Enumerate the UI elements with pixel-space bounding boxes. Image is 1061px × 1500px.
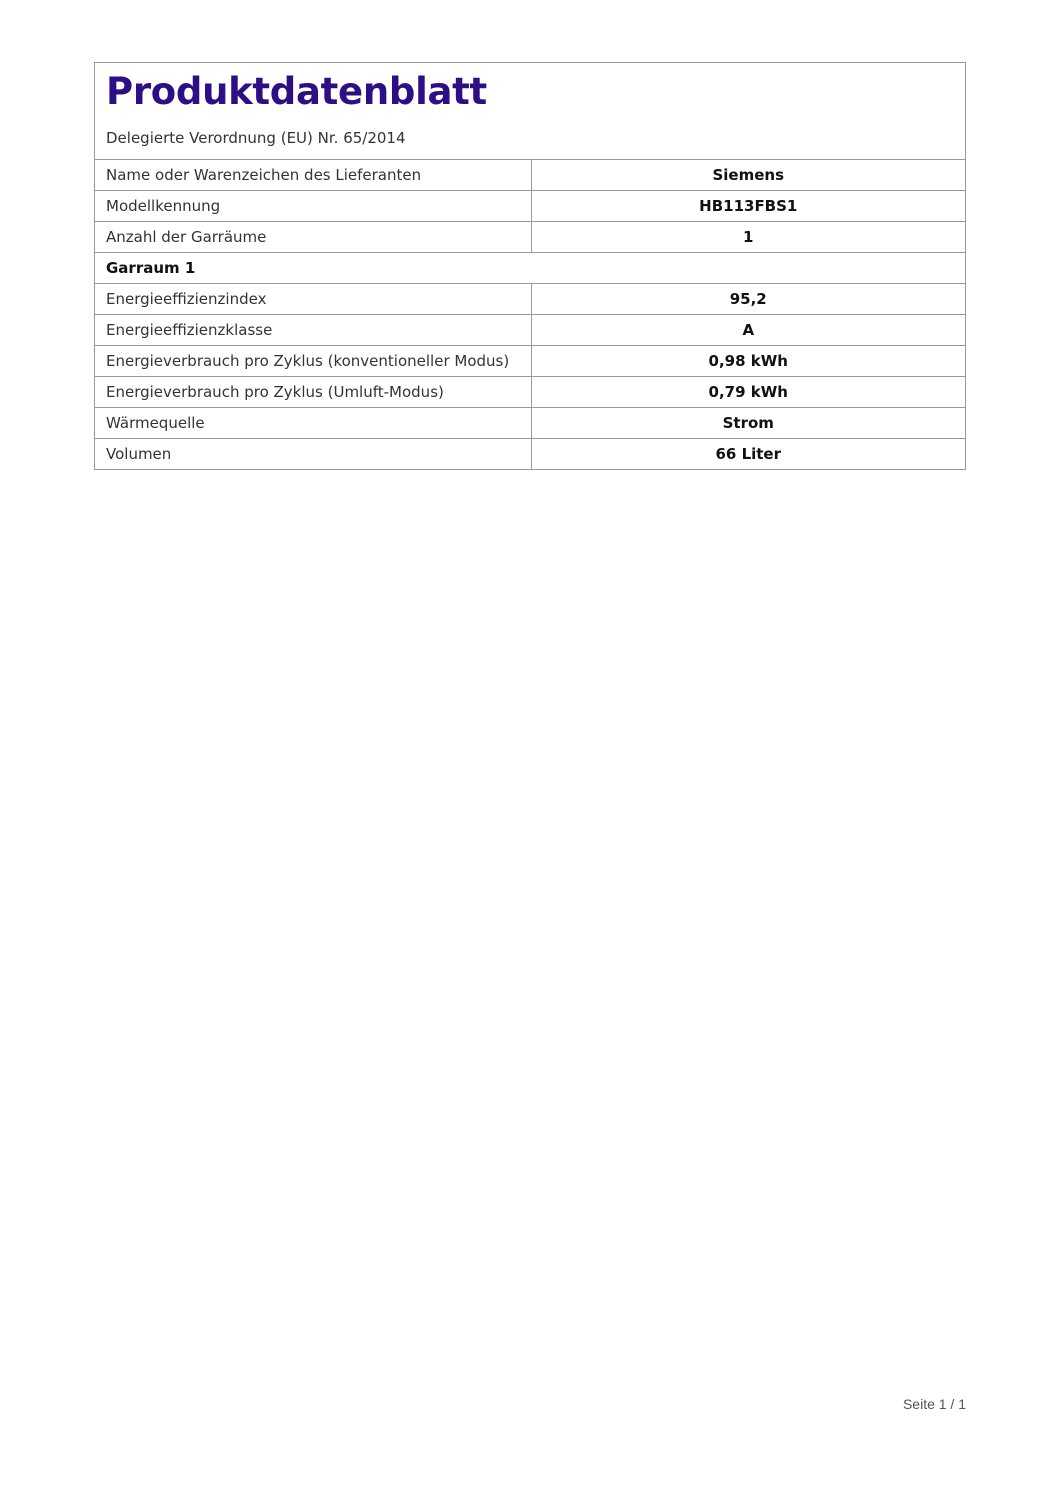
table-row xyxy=(95,408,965,439)
row-label: Wärmequelle xyxy=(95,408,531,439)
row-value: 0,79 kWh xyxy=(531,377,965,408)
row-value: 0,98 kWh xyxy=(531,346,965,377)
sheet-header xyxy=(95,63,965,160)
row-label: Volumen xyxy=(95,439,531,470)
row-value: HB113FBS1 xyxy=(531,191,965,222)
table-row xyxy=(95,222,965,253)
product-data-table xyxy=(95,160,965,469)
row-label: Energieeffizienzklasse xyxy=(95,315,531,346)
row-label: Energieverbrauch pro Zyklus (konventioneller Modus) xyxy=(95,346,531,377)
section-row xyxy=(95,253,965,284)
row-label: Modellkennung xyxy=(95,191,531,222)
table-row xyxy=(95,439,965,470)
table-row xyxy=(95,346,965,377)
regulation-subtitle: Delegierte Verordnung (EU) Nr. 65/2014 xyxy=(106,129,406,147)
row-value: Strom xyxy=(531,408,965,439)
table-row xyxy=(95,191,965,222)
row-value: Siemens xyxy=(712,166,785,184)
row-value: A xyxy=(531,315,965,346)
row-value: 95,2 xyxy=(531,284,965,315)
page-title: Produktdatenblatt xyxy=(106,70,487,113)
row-label: Anzahl der Garräume xyxy=(95,222,531,253)
section-heading: Garraum 1 xyxy=(95,253,965,284)
table-row xyxy=(95,377,965,408)
row-label: Energieverbrauch pro Zyklus (Umluft-Modus) xyxy=(95,377,531,408)
table-row xyxy=(95,315,965,346)
row-label: Energieeffizienzindex xyxy=(95,284,531,315)
page-number: Seite 1 / 1 xyxy=(902,1396,966,1412)
row-value: 1 xyxy=(531,222,965,253)
table-row xyxy=(95,284,965,315)
row-label: Name oder Warenzeichen des Lieferanten xyxy=(95,160,531,191)
row-value: 66 Liter xyxy=(531,439,965,470)
table-row xyxy=(95,160,965,191)
product-data-sheet xyxy=(94,62,966,470)
